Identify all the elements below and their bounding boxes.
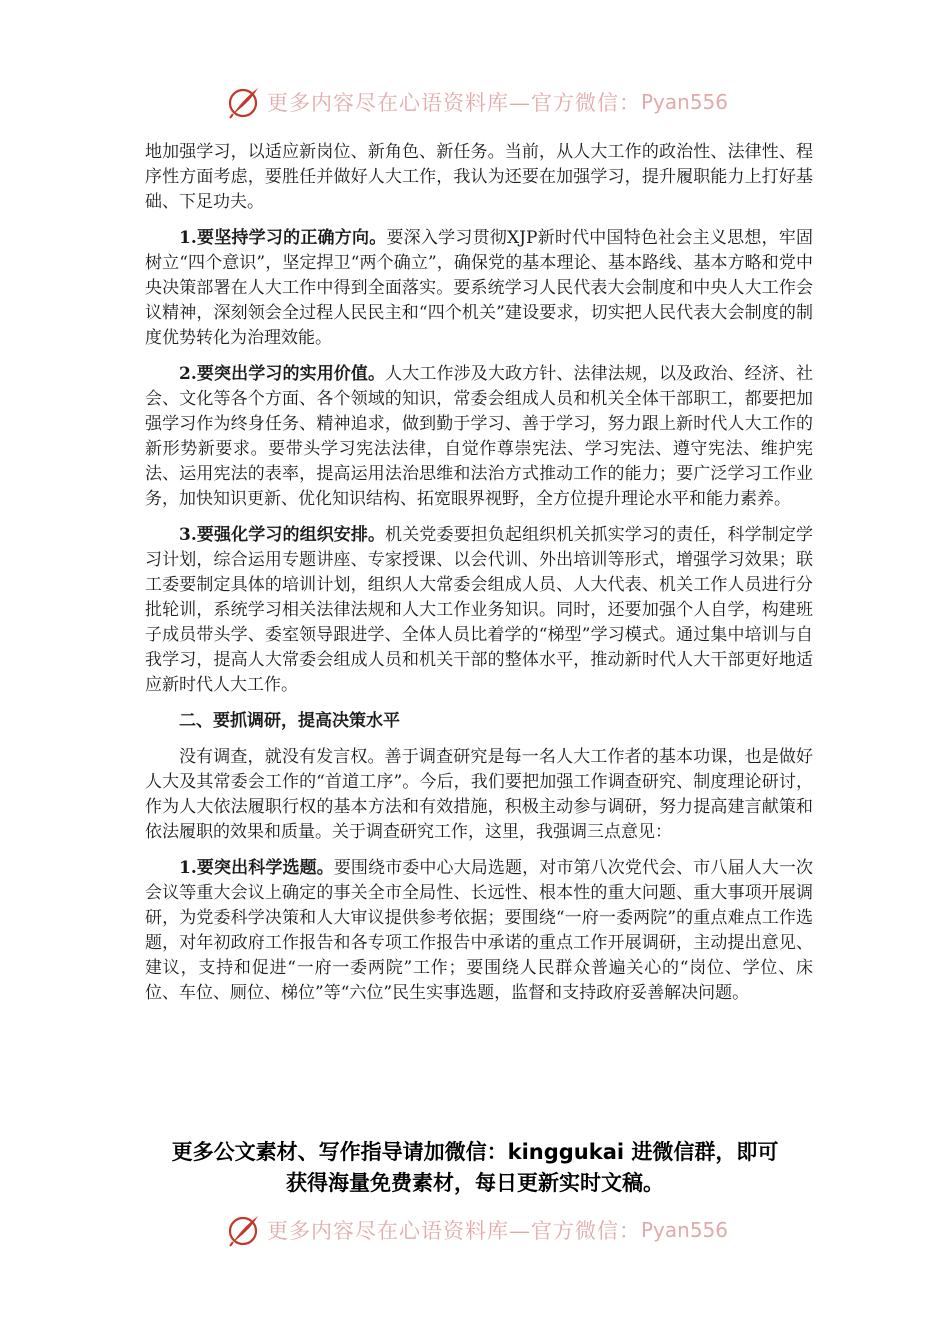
- quill-logo-icon: [225, 84, 261, 120]
- promo-line-2: 获得海量免费素材，每日更新实时文稿。: [286, 1171, 664, 1195]
- watermark-text: 更多内容尽在心语资料库—官方微信：: [267, 1219, 641, 1243]
- watermark-bottom: [225, 1210, 745, 1250]
- study-point-3-lead: 3.要强化学习的组织安排。: [179, 525, 386, 545]
- study-point-1-body: 要深入学习贯彻XJP新时代中国特色社会主义思想，牢固树立“四个意识”，坚定捍卫“两个确立”，确保党的基本理论、基本路线、基本方略和党中央决策部署在人大工作中得到全面落实。要系统学习人民代表大会制度和中央人大工作会议精神，深刻领会全过程人民民主和“四个机关”建设要求，切实把人民代表大会制度的制度优势转化为治理效能。: [145, 228, 813, 348]
- study-point-3: [145, 523, 813, 698]
- watermark-top: [225, 82, 745, 122]
- intro-paragraph: 地加强学习，以适应新岗位、新角色、新任务。当前，从人大工作的政治性、法律性、程序性方面考虑，要胜任并做好人大工作，我认为还要在加强学习，提升履职能力上打好基础、下足功夫。: [145, 142, 813, 212]
- watermark-id: Pyan556: [641, 90, 729, 114]
- quill-logo-icon: [225, 1212, 261, 1248]
- study-point-2-body: 人大工作涉及大政方针、法律法规，以及政治、经济、社会、文化等各个方面、各个领域的知识，常委会组成人员和机关全体干部职工，都要把加强学习作为终身任务、精神追求，做到勤于学习、善于学习，努力跟上新时代人大工作的新形势新要求。要带头学习宪法法律，自觉作尊崇宪法、学习宪法、遵守宪法、维护宪法、运用宪法的表率，提高运用法治思维和法治方式推动工作的能力；要广泛学习工作业务，加快知识更新、优化知识结构、拓宽眼界视野，全方位提升理论水平和能力素养。: [145, 364, 814, 509]
- research-point-1: [145, 856, 813, 1006]
- promo-banner: [140, 1137, 810, 1199]
- study-point-1: [145, 226, 813, 351]
- document-body: [145, 140, 813, 1006]
- study-point-1-lead: 1.要坚持学习的正确方向。: [179, 228, 387, 248]
- study-point-3-body: 机关党委要担负起组织机关抓实学习的责任，科学制定学习计划，综合运用专题讲座、专家授课、以会代训、外出培训等形式，增强学习效果；联工委要制定具体的培训计划，组织人大常委会组成人员、人大代表、机关工作人员进行分批轮训，系统学习相关法律法规和人大工作业务知识。同时，还要加强个人自学，构建班子成员带头学、委室领导跟进学、全体人员比着学的“梯型”学习模式。通过集中培训与自我学习，提高人大常委会组成人员和机关干部的整体水平，推动新时代人大干部更好地适应新时代人大工作。: [145, 525, 814, 695]
- promo-line-1: 更多公文素材、写作指导请加微信：kinggukai 进微信群，即可: [171, 1140, 779, 1164]
- study-point-2-lead: 2.要突出学习的实用价值。: [179, 364, 386, 384]
- section-2-heading: 二、要抓调研，提高决策水平: [179, 711, 400, 731]
- study-point-2: [145, 362, 813, 512]
- research-point-1-body: 要围绕市委中心大局选题，对市第八次党代会、市八届人大一次会议等重大会议上确定的事关全市全局性、长远性、根本性的重大问题、重大事项开展调研，为党委科学决策和人大审议提供参考依据；要围绕“一府一委两院”的重点难点工作选题，对年初政府工作报告和各专项工作报告中承诺的重点工作开展调研，主动提出意见、建议，支持和促进“一府一委两院”工作；要围绕人民群众普遍关心的“岗位、学位、床位、车位、厕位、梯位”等“六位”民生实事选题，监督和支持政府妥善解决问题。: [145, 858, 813, 1003]
- watermark-text: 更多内容尽在心语资料库—官方微信：: [267, 91, 641, 115]
- watermark-id: Pyan556: [641, 1218, 729, 1242]
- research-point-1-lead: 1.要突出科学选题。: [179, 858, 334, 878]
- section-2-intro: 没有调查，就没有发言权。善于调查研究是每一名人大工作者的基本功课，也是做好人大及其常委会工作的“首道工序”。今后，我们要把加强工作调查研究、制度理论研讨，作为人大依法履职行权的基本方法和有效措施，积极主动参与调研，努力提高建言献策和依法履职的效果和质量。关于调查研究工作，这里，我强调三点意见：: [145, 747, 813, 842]
